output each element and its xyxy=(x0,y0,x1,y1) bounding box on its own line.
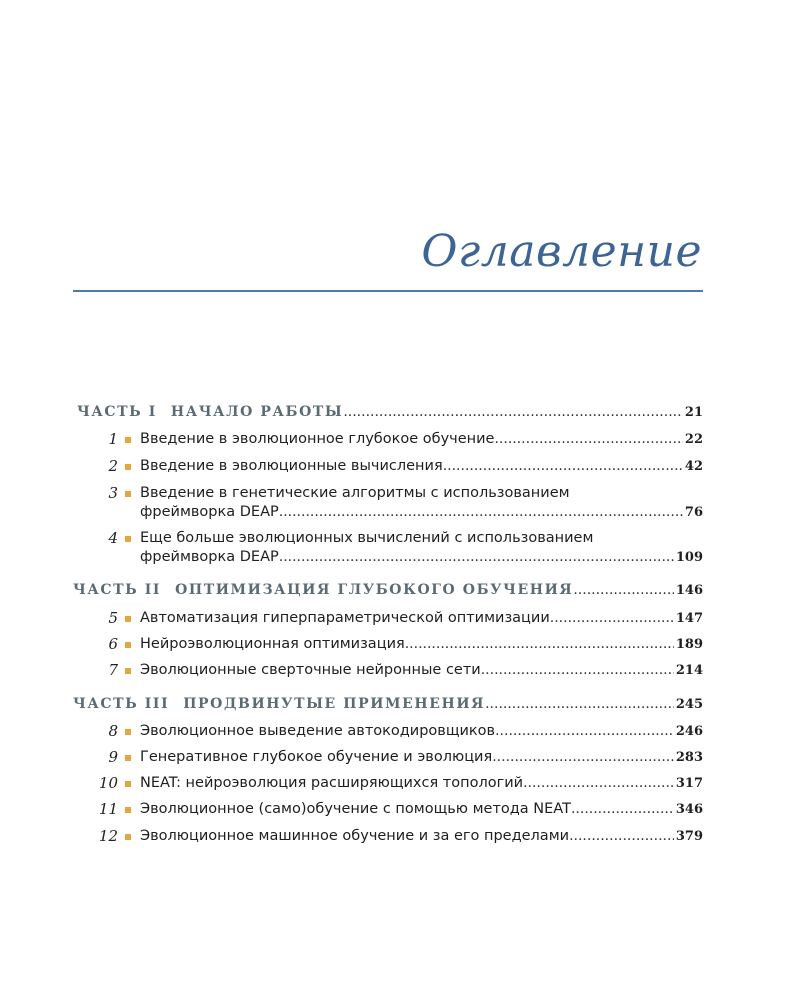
leader-dots xyxy=(405,634,674,654)
leader-dots xyxy=(495,721,674,741)
page-number: 21 xyxy=(684,405,703,420)
chapter-title: Введение в эволюционное глубокое обучение xyxy=(140,431,495,447)
bullet-square-icon xyxy=(125,755,131,761)
chapter-title: NEAT: нейроэволюция расширяющихся топологий xyxy=(140,775,524,791)
part-heading: ЧАСТЬ III ПРОДВИНУТЫЕ ПРИМЕНЕНИЯ xyxy=(73,696,486,712)
toc-part-2[interactable] xyxy=(73,580,703,601)
toc-chapter-6[interactable] xyxy=(140,634,703,655)
bullet-square-icon xyxy=(125,616,131,622)
chapter-title: фреймворка DEAP xyxy=(140,504,279,520)
leader-dots xyxy=(443,456,683,476)
leader-dots xyxy=(569,826,674,846)
chapter-number: 6 xyxy=(108,635,118,653)
leader-dots xyxy=(573,580,674,600)
bullet-square-icon xyxy=(125,807,131,813)
chapter-number: 4 xyxy=(108,529,118,547)
page-number: 346 xyxy=(675,802,703,817)
toc-chapter-10[interactable] xyxy=(140,773,703,794)
toc-part-3[interactable] xyxy=(73,694,703,715)
leader-dots xyxy=(279,502,683,522)
bullet-square-icon xyxy=(125,834,131,840)
bullet-square-icon xyxy=(125,668,131,674)
toc-chapter-2[interactable] xyxy=(140,456,703,477)
toc-chapter-1[interactable] xyxy=(140,429,703,450)
leader-dots xyxy=(279,547,674,567)
part-heading: ЧАСТЬ I НАЧАЛО РАБОТЫ xyxy=(77,404,344,420)
leader-dots xyxy=(571,799,674,819)
toc-chapter-5[interactable] xyxy=(140,608,703,629)
toc-chapter-4[interactable] xyxy=(140,547,703,568)
title-underline xyxy=(73,290,703,292)
bullet-square-icon xyxy=(125,464,131,470)
page-number: 146 xyxy=(675,583,703,598)
leader-dots xyxy=(343,402,683,422)
bullet-square-icon xyxy=(125,729,131,735)
page-number: 214 xyxy=(675,663,703,678)
page-number: 317 xyxy=(675,776,703,791)
bullet-square-icon xyxy=(125,536,131,542)
leader-dots xyxy=(550,608,674,628)
toc-chapter-11[interactable] xyxy=(140,799,703,820)
chapter-title: Эволюционное выведение автокодировщиков xyxy=(140,723,496,739)
leader-dots xyxy=(523,773,674,793)
chapter-number: 1 xyxy=(108,430,118,448)
toc-chapter-3[interactable] xyxy=(140,502,703,523)
leader-dots xyxy=(494,429,682,449)
page-number: 147 xyxy=(675,611,703,626)
toc-chapter-8[interactable] xyxy=(140,721,703,742)
bullet-square-icon xyxy=(125,642,131,648)
page-number: 189 xyxy=(675,637,703,652)
chapter-number: 9 xyxy=(108,748,118,766)
page-number: 76 xyxy=(684,505,703,520)
chapter-title: Нейроэволюционная оптимизация xyxy=(140,636,405,652)
leader-dots xyxy=(481,660,674,680)
chapter-number: 7 xyxy=(108,661,118,679)
page-number: 283 xyxy=(675,750,703,765)
chapter-title: Эволюционное (само)обучение с помощью метода NEAT xyxy=(140,801,571,817)
chapter-number: 12 xyxy=(98,827,118,845)
chapter-title: Генеративное глубокое обучение и эволюция xyxy=(140,749,493,765)
page-number: 42 xyxy=(684,459,703,474)
chapter-number: 5 xyxy=(108,609,118,627)
chapter-number: 8 xyxy=(108,722,118,740)
bullet-square-icon xyxy=(125,437,131,443)
page-title: Оглавление xyxy=(421,226,702,277)
chapter-number: 3 xyxy=(108,484,118,502)
chapter-title: Автоматизация гиперпараметрической оптимизации xyxy=(140,610,550,626)
chapter-title-line1: Введение в генетические алгоритмы с использованием xyxy=(140,485,570,501)
page-number: 109 xyxy=(675,550,703,565)
leader-dots xyxy=(485,694,674,714)
bullet-square-icon xyxy=(125,491,131,497)
chapter-title: Эволюционные сверточные нейронные сети xyxy=(140,662,481,678)
chapter-number: 10 xyxy=(98,774,118,792)
toc-chapter-7[interactable] xyxy=(140,660,703,681)
chapter-number: 2 xyxy=(108,457,118,475)
bullet-square-icon xyxy=(125,781,131,787)
chapter-title: Эволюционное машинное обучение и за его пределами xyxy=(140,828,570,844)
toc-chapter-12[interactable] xyxy=(140,826,703,847)
page-number: 245 xyxy=(675,697,703,712)
part-heading: ЧАСТЬ II ОПТИМИЗАЦИЯ ГЛУБОКОГО ОБУЧЕНИЯ xyxy=(73,582,574,598)
page-number: 379 xyxy=(675,829,703,844)
page-number: 246 xyxy=(675,724,703,739)
chapter-title: Введение в эволюционные вычисления xyxy=(140,458,443,474)
toc-chapter-9[interactable] xyxy=(140,747,703,768)
leader-dots xyxy=(492,747,674,767)
page-number: 22 xyxy=(684,432,703,447)
chapter-title: фреймворка DEAP xyxy=(140,549,279,565)
chapter-number: 11 xyxy=(98,800,118,818)
toc-part-1[interactable] xyxy=(77,402,703,423)
chapter-title-line1: Еще больше эволюционных вычислений с использованием xyxy=(140,530,594,546)
